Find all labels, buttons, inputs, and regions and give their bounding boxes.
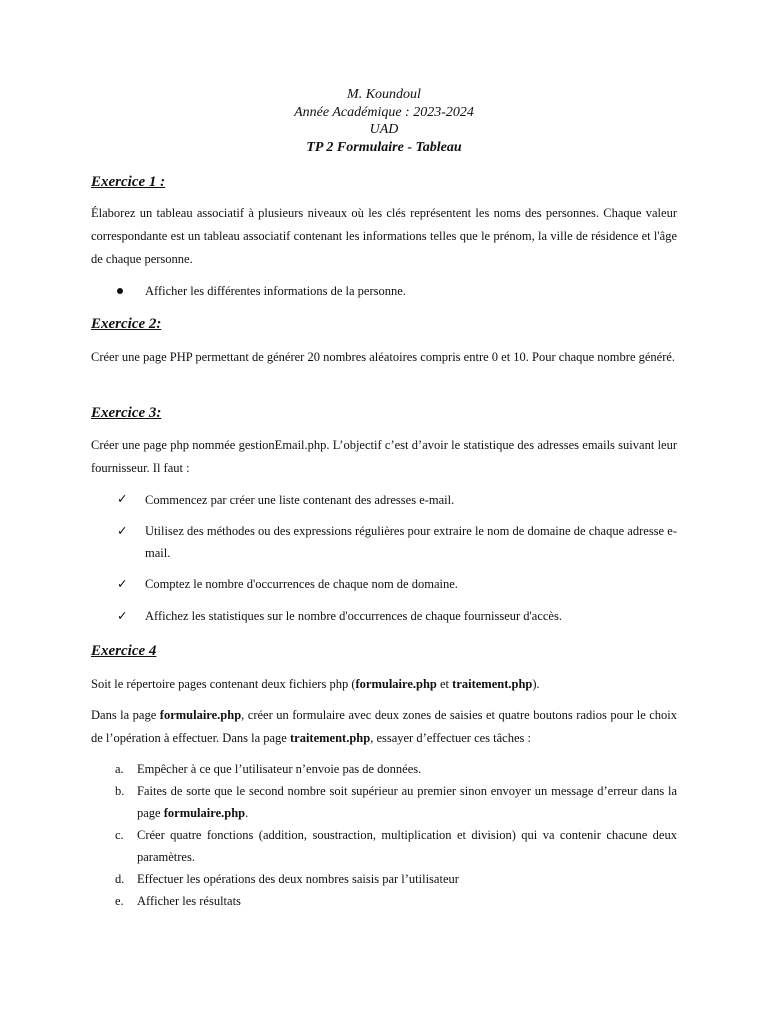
exercise-1-paragraph: Élaborez un tableau associatif à plusieurs niveaux où les clés représentent les noms des personnes. Chaque valeur correspondante est un tableau associatif contenant les informations telles que le prénom, la ville de résidence et l'âge de chaque personne. xyxy=(91,206,677,266)
list-marker: b. xyxy=(115,784,125,798)
filename-formulaire: formulaire.php xyxy=(159,708,242,722)
text-run: , créer un formulaire avec deux zones de saisies et quatre boutons radios pour le choix de l’opération à effectuer. Dans la page xyxy=(91,708,678,745)
exercise-3-check-item: Comptez le nombre d'occurrences de chaque nom de domaine. xyxy=(145,577,458,591)
check-mark-icon: ✓ xyxy=(117,524,128,538)
document-title: TP 2 Formulaire - Tableau xyxy=(306,139,462,155)
exercise-4-task: Afficher les résultats xyxy=(137,894,241,908)
filename-formulaire: formulaire.php xyxy=(355,677,437,691)
exercise-2-paragraph: Créer une page PHP permettant de générer 20 nombres aléatoires compris entre 0 et 10. Pour chaque nombre généré. xyxy=(91,350,676,364)
text-run: Dans la page xyxy=(91,708,160,722)
filename-traitement: traitement.php xyxy=(289,731,371,745)
exercise-3-check-item: Affichez les statistiques sur le nombre d'occurrences de chaque fournisseur d'accès. xyxy=(145,609,562,623)
exercise-4-task: Empêcher à ce que l’utilisateur n’envoie pas de données. xyxy=(137,762,422,776)
filename-traitement: traitement.php xyxy=(452,677,533,691)
author-line: M. Koundoul xyxy=(347,87,421,102)
exercise-4-paragraph-1 xyxy=(91,673,677,696)
text-run: , essayer d’effectuer ces tâches : xyxy=(370,731,531,745)
exercise-2-heading: Exercice 2: xyxy=(91,316,162,332)
exercise-3-check-item: Commencez par créer une liste contenant des adresses e-mail. xyxy=(145,493,455,507)
bullet-icon xyxy=(117,288,123,294)
exercise-3-check-item: Utilisez des méthodes ou des expressions régulières pour extraire le nom de domaine de chaque adresse e-mail. xyxy=(145,524,677,560)
text-run: et xyxy=(436,677,453,691)
academic-year-line: Année Académique : 2023-2024 xyxy=(294,104,474,120)
institution-line: UAD xyxy=(369,122,399,137)
text-run: Faites de sorte que le second nombre soit supérieur au premier sinon envoyer un message d’erreur dans la page xyxy=(137,784,677,820)
exercise-3-paragraph: Créer une page php nommée gestionEmail.php. L’objectif c’est d’avoir le statistique des adresses emails suivant leur fournisseur. Il faut : xyxy=(91,438,677,475)
text-run: Soit le répertoire pages contenant deux fichiers php ( xyxy=(91,677,356,691)
check-mark-icon: ✓ xyxy=(117,609,128,623)
list-marker: d. xyxy=(115,872,125,886)
check-mark-icon: ✓ xyxy=(117,577,128,591)
exercise-4-paragraph-2 xyxy=(91,704,677,750)
document-header xyxy=(0,86,768,156)
exercise-1-bullet: Afficher les différentes informations de la personne. xyxy=(145,284,406,298)
exercise-4-task: Créer quatre fonctions (addition, soustraction, multiplication et division) qui va contenir chacune deux paramètres. xyxy=(137,828,677,864)
exercise-3-heading: Exercice 3: xyxy=(91,405,162,421)
exercise-4-task: Effectuer les opérations des deux nombres saisis par l’utilisateur xyxy=(137,872,459,886)
list-marker: c. xyxy=(115,828,124,842)
list-marker: a. xyxy=(115,762,124,776)
text-run: . xyxy=(245,806,249,820)
filename-formulaire: formulaire.php xyxy=(163,806,246,820)
exercise-4-task xyxy=(137,780,677,824)
exercise-4-heading: Exercice 4 xyxy=(91,643,157,659)
text-run: ). xyxy=(532,677,540,691)
check-mark-icon: ✓ xyxy=(117,492,128,506)
list-marker: e. xyxy=(115,894,124,908)
exercise-1-heading: Exercice 1 : xyxy=(91,174,166,190)
